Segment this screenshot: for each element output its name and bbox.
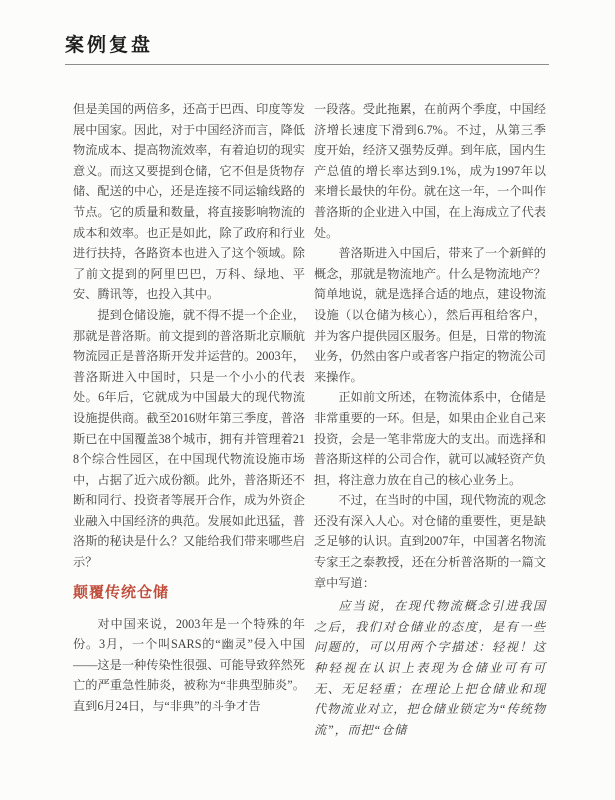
page-header-title: 案例复盘: [65, 35, 154, 56]
left-column: [73, 99, 305, 740]
paragraph: 一段落。受此拖累，在前两个季度，中国经济增长速度下滑到6.7%。不过，从第三季度开始，经济又强势反弹。到年底，国内生产总值的增长率达到9.1%，成为1997年以来增长最快的年份。就在这一年，一个叫作普洛斯的企业进入中国，在上海成立了代表处。: [314, 102, 546, 240]
paragraph: 对中国来说，2003年是一个特殊的年份。3月，一个叫SARS的“幽灵”侵入中国——这是一种传染性很强、可能导致猝然死亡的严重急性肺炎，被称为“非典型肺炎”。直到6月24日，与“非典”的斗争才告: [73, 616, 305, 714]
section-heading: 颠覆传统仓储: [73, 583, 170, 601]
text-columns: [73, 99, 546, 740]
paragraph: 正如前文所述，在物流体系中，仓储是非常重要的一环。但是，如果由企业自己来投资，会是一笔非常庞大的支出。而选择和普洛斯这样的公司合作，就可以减轻资产负担，将注意力放在自己的核心业务上。: [314, 390, 546, 487]
right-column: [314, 99, 546, 740]
paragraph: 但是美国的两倍多，还高于巴西、印度等发展中国家。因此，对于中国经济而言，降低物流成本、提高物流效率，有着迫切的现实意义。而这又要提到仓储，它不但是货物存储、配送的中心，还是连接不同运输线路的节点。它的质量和数量，将直接影响物流的成本和效率。也正是如此，除了政府和行业进行扶持，各路资本也进入了这个领域。除了前文提到的阿里巴巴，万科、绿地、平安、腾讯等，也投入其中。: [73, 102, 305, 302]
paragraph: 普洛斯进入中国后，带来了一个新鲜的概念，那就是物流地产。什么是物流地产？简单地说，就是选择合适的地点，建设物流设施（以仓储为核心），然后再租给客户，并为客户提供园区服务。但是，日常的物流业务，仍然由客户或者客户指定的物流公司来操作。: [314, 246, 546, 384]
paragraph: 提到仓储设施，就不得不提一个企业，那就是普洛斯。前文提到的普洛斯北京顺航物流园正是普洛斯开发并运营的。2003年，普洛斯进入中国时，只是一个小小的代表处。6年后，它就成为中国最大的现代物流设施提供商。截至2016财年第三季度，普洛斯已在中国覆盖38个城市，拥有并管理着218个综合性园区，在中国现代物流设施市场中，占据了近六成份额。此外，普洛斯还不断和同行、投资者等展开合作，成为外资企业融入中国经济的典范。发展如此迅猛，普洛斯的秘诀是什么？又能给我们带来哪些启示？: [73, 307, 305, 570]
paragraph: 不过，在当时的中国，现代物流的观念还没有深入人心。对仓储的重要性，更是缺乏足够的认识。直到2007年，中国著名物流专家王之泰教授，还在分析普洛斯的一篇文章中写道：: [314, 493, 546, 590]
quote-paragraph: 应当说，在现代物流概念引进我国之后，我们对仓储业的态度，是有一些问题的，可以用两个字描述：轻视！这种轻视在认识上表现为仓储业可有可无、无足轻重；在理论上把仓储业和现代物流业对立，把仓储业锁定为“传统物流”，而把“仓储: [314, 599, 546, 737]
header-rule: [65, 64, 549, 65]
